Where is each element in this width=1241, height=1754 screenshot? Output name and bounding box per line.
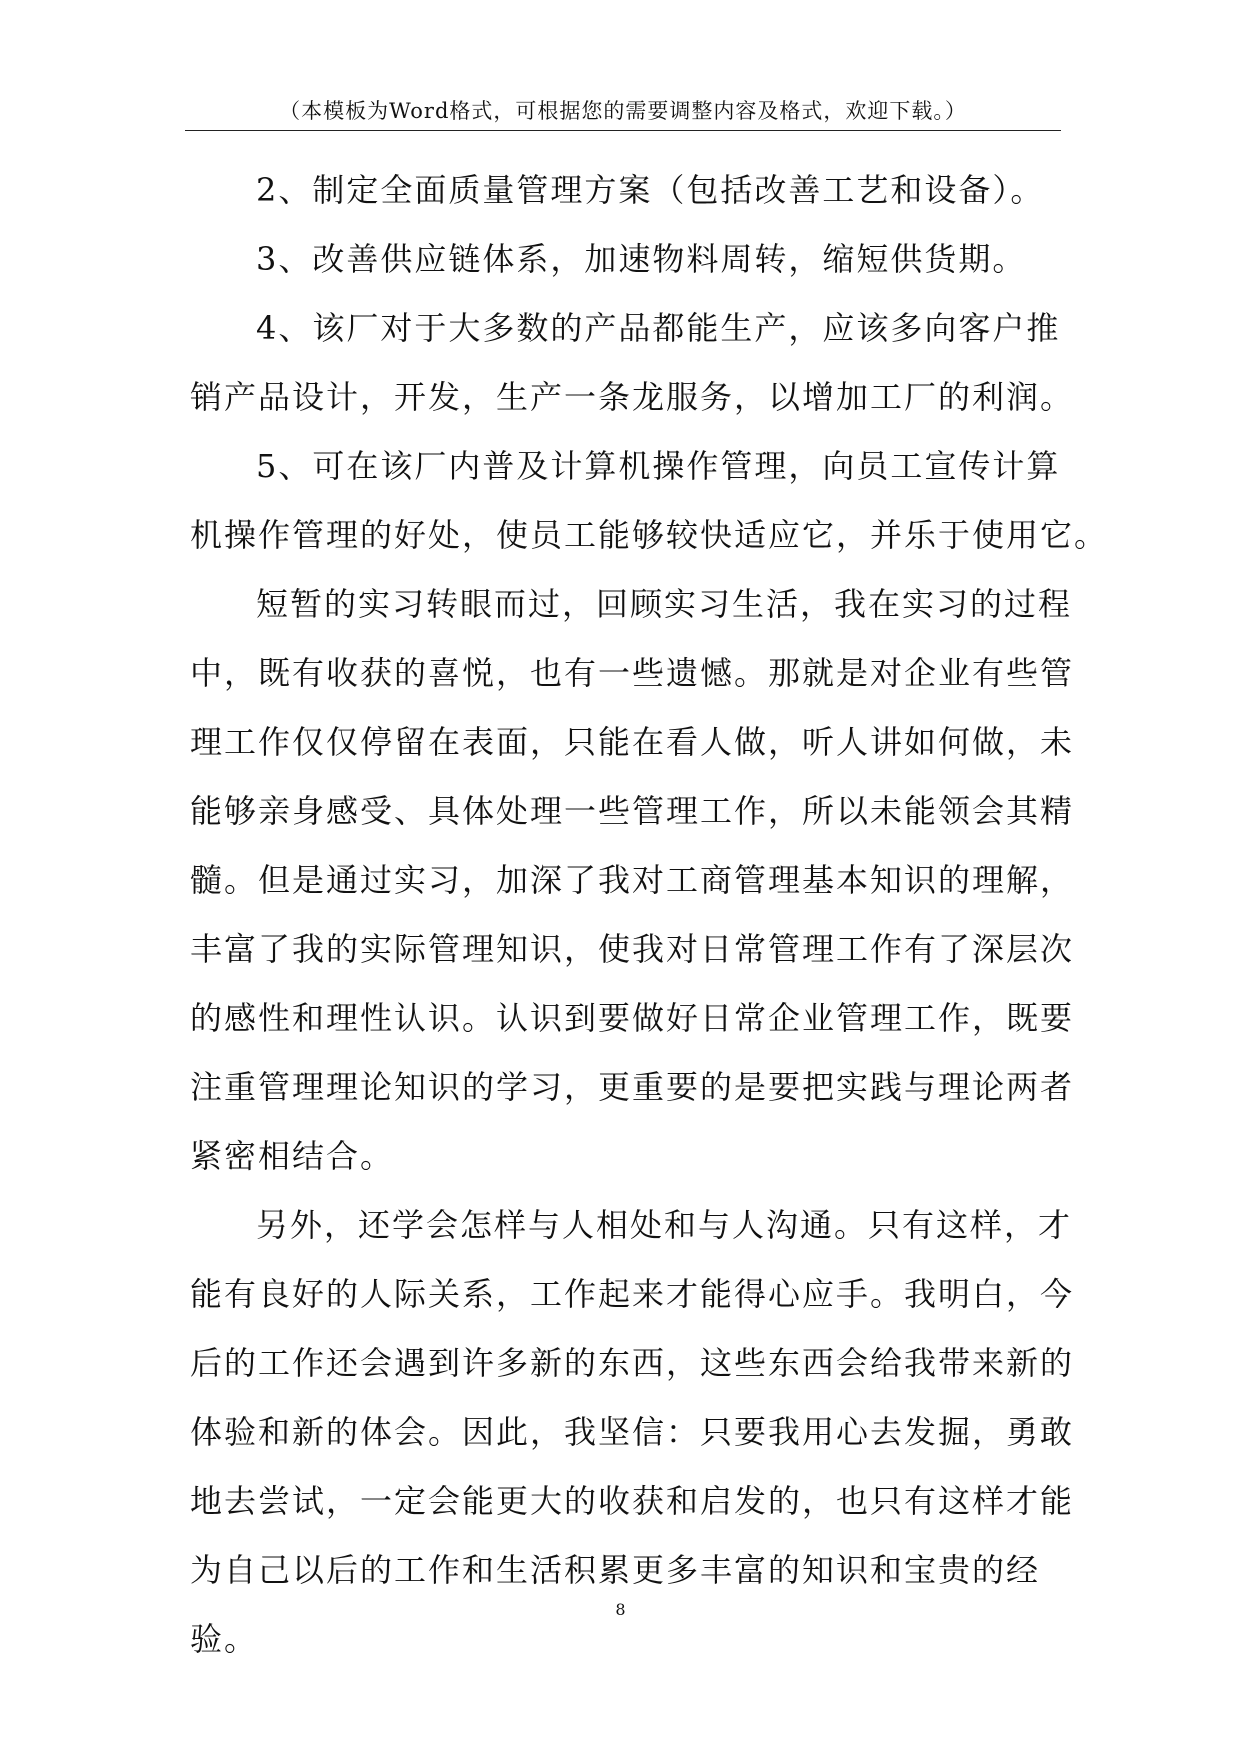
text-line: 体验和新的体会。因此，我坚信：只要我用心去发掘，勇敢 <box>190 1413 1075 1451</box>
text-line: 5、可在该厂内普及计算机操作管理，向员工宣传计算 <box>256 447 1061 485</box>
text-line: 销产品设计，开发，生产一条龙服务，以增加工厂的利润。 <box>190 378 1075 416</box>
text-line: 能有良好的人际关系，工作起来才能得心应手。我明白，今 <box>190 1275 1075 1313</box>
text-line: 地去尝试，一定会能更大的收获和启发的，也只有这样才能 <box>190 1482 1075 1520</box>
text-line: 丰富了我的实际管理知识，使我对日常管理工作有了深层次 <box>190 930 1075 968</box>
text-line: 髓。但是通过实习，加深了我对工商管理基本知识的理解， <box>190 861 1075 899</box>
paragraph-item-3 <box>190 225 1074 294</box>
text-line: 短暂的实习转眼而过，回顾实习生活，我在实习的过程 <box>256 585 1073 623</box>
text-line: 的感性和理性认识。认识到要做好日常企业管理工作，既要 <box>190 999 1075 1037</box>
page-number: 8 <box>615 1600 626 1619</box>
text-line: 另外，还学会怎样与人相处和与人沟通。只有这样，才 <box>256 1206 1073 1244</box>
text-line: 机操作管理的好处，使员工能够较快适应它，并乐于使用它。 <box>190 516 1109 554</box>
paragraph-reflection <box>190 570 1074 1191</box>
text-line: 能够亲身感受、具体处理一些管理工作，所以未能领会其精 <box>190 792 1075 830</box>
text-line: 紧密相结合。 <box>190 1137 395 1175</box>
header-note: （本模板为Word格式，可根据您的需要调整内容及格式，欢迎下载。） <box>279 99 967 123</box>
text-line: 后的工作还会遇到许多新的东西，这些东西会给我带来新的 <box>190 1344 1075 1382</box>
header-divider <box>185 130 1061 131</box>
text-line: 4、该厂对于大多数的产品都能生产，应该多向客户推 <box>256 309 1061 347</box>
text-line: 2、制定全面质量管理方案（包括改善工艺和设备）。 <box>256 171 1045 209</box>
paragraph-item-2 <box>190 156 1074 225</box>
text-line: 验。 <box>190 1620 259 1658</box>
text-line: 为自己以后的工作和生活积累更多丰富的知识和宝贵的经 <box>190 1551 1041 1589</box>
text-line: 理工作仅仅停留在表面，只能在看人做，听人讲如何做，未 <box>190 723 1075 761</box>
body-text <box>190 156 1109 1674</box>
paragraph-item-5 <box>190 432 1109 570</box>
paragraph-item-4 <box>190 294 1074 432</box>
text-line: 注重管理理论知识的学习，更重要的是要把实践与理论两者 <box>190 1068 1075 1106</box>
text-line: 中，既有收获的喜悦，也有一些遗憾。那就是对企业有些管 <box>190 654 1075 692</box>
text-line: 3、改善供应链体系，加速物料周转，缩短供货期。 <box>256 240 1027 278</box>
